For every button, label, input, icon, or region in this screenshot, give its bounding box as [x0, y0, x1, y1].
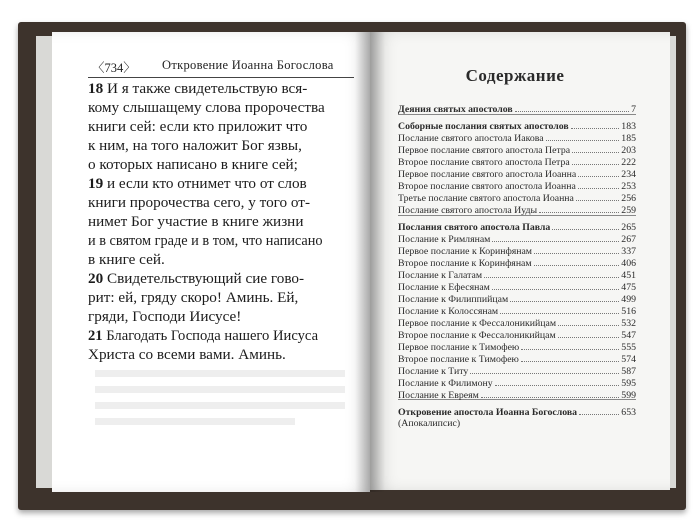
toc-entry-page: 532 [621, 318, 636, 329]
verse-number: 18 [88, 80, 104, 97]
text-line: к ним, на того наложит Бог язвы, [88, 137, 302, 154]
toc-leader-dots [579, 414, 619, 415]
toc-leader-dots [578, 176, 619, 177]
toc-entry-page: 222 [621, 157, 636, 168]
toc-leader-dots [495, 385, 620, 386]
toc-entry-page: 587 [621, 366, 636, 377]
toc-entry-page: 337 [621, 246, 636, 257]
toc-entry-title: Послание к Филиппийцам [398, 294, 509, 305]
toc-leader-dots [576, 200, 619, 201]
toc-entry-title: Соборные послания святых апостолов [398, 121, 569, 132]
toc-leader-dots [572, 152, 619, 153]
toc-entry-page: 234 [621, 169, 636, 180]
verse-number: 21 [88, 328, 103, 344]
toc-entry-page: 7 [631, 104, 636, 115]
toc-leader-dots [500, 313, 619, 314]
toc-entry-title: Деяния святых апостолов [398, 104, 513, 115]
toc-leader-dots [534, 265, 620, 266]
text-line: гряди, Господи Иисусе! [88, 308, 242, 325]
toc-leader-dots [510, 301, 619, 302]
toc-entry-page: 499 [621, 294, 636, 305]
toc-entry-title: Второе послание к Тимофею [398, 354, 519, 365]
toc-entry-page: 259 [621, 205, 636, 216]
toc-entry-page: 256 [621, 193, 636, 204]
text-line: Христа со всеми вами. Аминь. [88, 346, 286, 363]
toc-leader-dots [484, 277, 619, 278]
text-line: и в святом граде и в том, что написано [88, 233, 323, 249]
toc-entry-page: 267 [621, 234, 636, 245]
toc-entry-page: 653 [621, 407, 636, 418]
toc-entry-title: Первое послание к Коринфянам [398, 246, 533, 257]
book-gutter [355, 32, 385, 492]
text-line: 20 Свидетельствующий сие гово- [88, 270, 305, 287]
running-header [88, 58, 354, 78]
toc-leader-dots [521, 349, 619, 350]
toc-leader-dots [492, 289, 619, 290]
text-line: 19 и если кто отнимет что от слов [88, 175, 307, 192]
toc-leader-dots [539, 212, 619, 213]
toc-entry-title: Второе послание святого апостола Иоанна [398, 181, 576, 192]
toc-entry-title: Первое послание к Фессалоникийцам [398, 318, 557, 329]
toc-entry-title: Послание к Ефесянам [398, 282, 490, 293]
toc-entry-page: 203 [621, 145, 636, 156]
text-line: книги сей: если кто приложит что [88, 118, 308, 135]
toc-leader-dots [558, 325, 619, 326]
toc-leader-dots [515, 111, 629, 112]
text-line: 21 Благодать Господа нашего Иисуса [88, 328, 319, 344]
toc-leader-dots [571, 128, 620, 129]
toc-leader-dots [552, 229, 619, 230]
show-through [95, 418, 295, 425]
toc-leader-dots [572, 164, 620, 165]
show-through [95, 402, 345, 409]
verse-number: 20 [88, 270, 104, 287]
toc-leader-dots [534, 253, 619, 254]
header-rule [88, 77, 354, 78]
toc-entry-title: Послание к Евреям [398, 390, 479, 401]
toc-entry-title: Откровение апостола Иоанна Богослова [398, 407, 578, 418]
toc-leader-dots [492, 241, 619, 242]
toc-entry-page: 451 [621, 270, 636, 281]
text-line: кому слышащему слова пророчества [88, 99, 325, 116]
toc-entry-title: Послание к Титу [398, 366, 469, 377]
toc-entry-title: Первое послание святого апостола Иоанна [398, 169, 577, 180]
toc-entry-title: Послание святого апостола Иакова [398, 133, 544, 144]
toc-entry-page: 516 [621, 306, 636, 317]
toc-entry-page: 475 [621, 282, 636, 293]
toc-leader-dots [558, 337, 620, 338]
toc-entry-title: Послание святого апостола Иуды [398, 205, 538, 216]
toc-leader-dots [578, 188, 620, 189]
text-line: рит: ей, гряду скоро! Аминь. Ей, [88, 289, 299, 306]
toc-entry-title: Послания святого апостола Павла [398, 222, 551, 233]
toc-entry-title: Второе послание к Фессалоникийцам [398, 330, 556, 341]
show-through [95, 386, 345, 393]
toc-entry-page: 547 [621, 330, 636, 341]
toc-subtitle: (Апокалипсис) [398, 418, 461, 429]
show-through [95, 370, 345, 377]
toc-entry-page: 555 [621, 342, 636, 353]
text-line: в книге сей. [88, 251, 165, 268]
toc-leader-dots [546, 140, 620, 141]
toc-entry-page: 265 [621, 222, 636, 233]
text-line: о которых написано в книге сей; [88, 156, 298, 173]
toc-entry-title: Первое послание к Тимофею [398, 342, 520, 353]
toc-heading: Содержание [465, 66, 565, 85]
text-line: книги пророчества сего, у того от- [88, 194, 310, 211]
page-number: 〈 734 〉 [88, 58, 140, 76]
toc-entry-title: Третье послание святого апостола Иоанна [398, 193, 574, 204]
toc-entry [398, 387, 636, 401]
toc-entry-title: Послание к Галатам [398, 270, 483, 281]
toc-entry-page: 253 [621, 181, 636, 192]
text-line: 18 И я также свидетельствую вся- [88, 80, 308, 97]
toc-entry-title: Второе послание святого апостола Петра [398, 157, 570, 168]
verse-number: 19 [88, 175, 104, 192]
toc-entry [398, 404, 636, 418]
toc-entry-title: Послание к Римлянам [398, 234, 491, 245]
toc-entry [398, 202, 636, 216]
toc-entry-page: 574 [621, 354, 636, 365]
running-title: Откровение Иоанна Богослова [162, 58, 334, 72]
toc-leader-dots [521, 361, 619, 362]
toc-entry-title: Второе послание к Коринфянам [398, 258, 532, 269]
toc-entry-page: 183 [621, 121, 636, 132]
toc-leader-dots [470, 373, 619, 374]
toc-entry-page: 406 [621, 258, 636, 269]
toc-entry-page: 595 [621, 378, 636, 389]
toc-entry-page: 599 [621, 390, 636, 401]
toc-entry-page: 185 [621, 133, 636, 144]
toc-entry-title: Послание к Колоссянам [398, 306, 499, 317]
text-line: нимет Бог участие в книге жизни [88, 213, 304, 230]
toc-leader-dots [481, 397, 619, 398]
toc-entry [398, 101, 636, 115]
toc-entry-title: Послание к Филимону [398, 378, 493, 389]
toc-entry-title: Первое послание святого апостола Петра [398, 145, 571, 156]
